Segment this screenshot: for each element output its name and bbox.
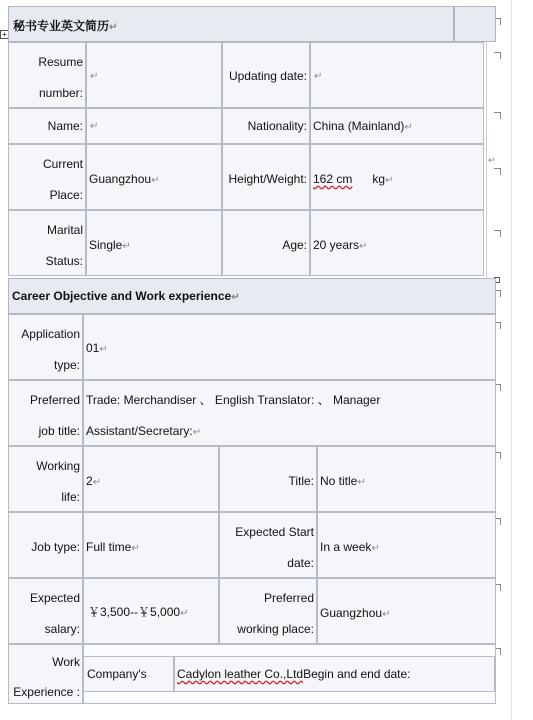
document-title-bar	[8, 6, 454, 42]
work-experience-label-2: Experience :	[13, 685, 80, 699]
job-type-value-cell[interactable]	[83, 512, 219, 578]
application-type-label: Application	[21, 327, 80, 341]
application-type-value: 01↵	[86, 341, 108, 355]
job-type-label: Job type:	[31, 540, 80, 554]
current-place-label-cell	[8, 144, 86, 210]
nationality-value: China (Mainland)↵	[313, 119, 413, 133]
cell-end-mark	[494, 52, 501, 59]
table-right-border	[486, 42, 487, 278]
updating-date-label: Updating date:	[228, 69, 307, 83]
career-section-title: Career Objective and Work experience↵	[12, 289, 240, 303]
work-experience-label-cell	[8, 644, 83, 704]
nationality-label: Nationality:	[247, 119, 307, 133]
height-weight-label-cell	[222, 144, 310, 210]
nationality-label-cell	[222, 108, 310, 144]
name-value-cell[interactable]	[86, 108, 222, 144]
preferred-place-value: Guangzhou↵	[320, 606, 391, 620]
working-life-label: Working	[36, 459, 80, 473]
preferred-job-title-label-cell	[8, 380, 83, 446]
expected-salary-label-cell	[8, 578, 83, 644]
current-place-value-cell[interactable]	[86, 144, 222, 210]
working-life-label-2: life:	[61, 490, 80, 504]
title-bar-end-cell	[454, 6, 496, 42]
expected-salary-label-2: salary:	[44, 622, 80, 636]
name-label: Name:	[47, 119, 83, 133]
application-type-value-cell[interactable]	[83, 314, 496, 380]
expected-salary-value-cell[interactable]	[83, 578, 219, 644]
updating-date-label-cell	[222, 42, 310, 108]
height-weight-value-cell[interactable]	[310, 144, 484, 210]
marital-status-label: Marital	[46, 223, 83, 237]
marital-status-label-2: Status:	[45, 254, 83, 268]
table-move-handle[interactable]: +	[0, 30, 9, 39]
height-weight-value: 162 cm kg↵	[313, 172, 394, 186]
expected-start-label-cell	[219, 512, 317, 578]
expected-salary-value: ￥3,500--￥5,000↵	[88, 605, 189, 619]
company-label: Company's	[87, 667, 147, 681]
job-type-value: Full time↵	[86, 540, 140, 554]
application-type-label-cell	[8, 314, 83, 380]
preferred-job-title-value-cell[interactable]	[83, 380, 496, 446]
expected-start-label-2: date:	[287, 556, 314, 570]
resume-number-value-cell[interactable]	[86, 42, 222, 108]
paragraph-mark: ↵	[314, 71, 323, 82]
working-life-label-cell	[8, 446, 83, 512]
working-life-value-cell[interactable]	[83, 446, 219, 512]
title-label-cell	[219, 446, 317, 512]
row-end-mark: ↵	[488, 155, 496, 165]
resume-number-label-2: number:	[38, 86, 83, 100]
cell-end-mark	[494, 168, 501, 175]
career-section-header	[8, 278, 496, 314]
company-label-cell	[83, 656, 174, 692]
title-value: No title↵	[320, 474, 366, 488]
application-type-label-2: type:	[53, 358, 80, 372]
document-title: 秘书专业英文简历↵	[13, 19, 118, 33]
company-value-cell[interactable]	[174, 656, 495, 692]
preferred-job-title-label-2: job title:	[38, 424, 80, 438]
expected-start-value: In a week↵	[320, 540, 380, 554]
current-place-value: Guangzhou↵	[89, 172, 160, 186]
preferred-place-value-cell[interactable]	[317, 578, 496, 644]
age-value: 20 years↵	[313, 238, 368, 252]
height-weight-label: Height/Weight:	[228, 172, 307, 186]
preferred-place-label-cell	[219, 578, 317, 644]
name-label-cell	[8, 108, 86, 144]
marital-status-label-cell	[8, 210, 86, 276]
updating-date-value-cell[interactable]	[310, 42, 484, 108]
expected-start-label: Expected Start	[235, 525, 314, 539]
preferred-place-label: Preferred	[263, 591, 314, 605]
resume-number-label-cell	[8, 42, 86, 108]
preferred-job-title-label: Preferred	[29, 393, 80, 407]
title-label: Title:	[288, 474, 314, 488]
current-place-label-2: Place:	[49, 188, 83, 202]
work-experience-label: Work	[52, 655, 80, 669]
marital-status-value: Single↵	[89, 238, 131, 252]
job-type-label-cell	[8, 512, 83, 578]
marital-status-value-cell[interactable]	[86, 210, 222, 276]
paragraph-mark: ↵	[90, 71, 99, 82]
cell-end-mark	[494, 230, 501, 237]
resume-number-label: Resume	[38, 55, 83, 69]
expected-start-value-cell[interactable]	[317, 512, 496, 578]
nationality-value-cell[interactable]	[310, 108, 484, 144]
age-label-cell	[222, 210, 310, 276]
age-value-cell[interactable]	[310, 210, 484, 276]
expected-salary-label: Expected	[29, 591, 80, 605]
company-value: Cadylon leather Co.,LtdBegin and end date:	[177, 667, 411, 681]
preferred-job-title-line-1: Trade: Merchandiser 、 English Translator: 、 Manager	[86, 393, 381, 407]
working-life-value: 2↵	[86, 474, 102, 488]
preferred-job-title-line-2: Assistant/Secretary:↵	[86, 424, 202, 438]
preferred-place-label-2: working place:	[237, 622, 314, 636]
title-value-cell[interactable]	[317, 446, 496, 512]
age-label: Age:	[282, 238, 307, 252]
current-place-label: Current	[42, 157, 83, 171]
paragraph-mark: ↵	[90, 121, 99, 132]
page-margin-line	[511, 0, 512, 720]
cell-end-mark	[494, 112, 501, 119]
